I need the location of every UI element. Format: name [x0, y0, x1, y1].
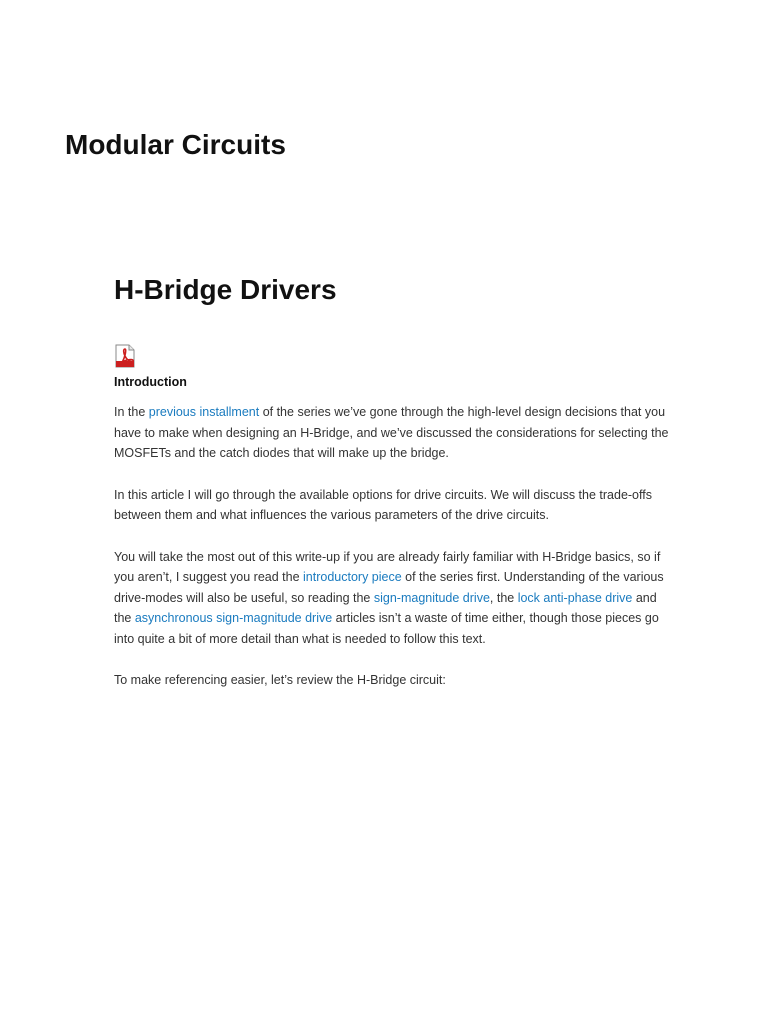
text: and the — [114, 590, 657, 625]
text: of the series we’ve gone through the high-level design decisions that you have to make when designing an H-Bridge, and we’ve discussed the considerations for selecting the MOSFETs and the catch diodes that will make up the bridge. — [114, 405, 669, 460]
pdf-icon[interactable] — [114, 344, 136, 368]
text: You will take the most out of this write-up if you are already fairly familiar with H-Bridge basics, so if you aren’t, I suggest you read the — [114, 549, 661, 584]
section-heading-introduction: Introduction — [114, 375, 187, 389]
article-title: H-Bridge Drivers — [114, 274, 337, 305]
paragraph-2: In this article I will go through the available options for drive circuits. We will discuss the trade-offs between them and what influences the various parameters of the drive circuits. — [114, 487, 652, 522]
link-introductory-piece[interactable]: introductory piece — [303, 570, 402, 584]
text: , the — [489, 590, 518, 605]
site-title: Modular Circuits — [65, 129, 286, 160]
link-previous-installment[interactable]: previous installment — [148, 405, 260, 419]
paragraph-3 — [114, 547, 670, 650]
link-lock-anti-phase-drive[interactable]: lock anti-phase drive — [517, 590, 633, 605]
article — [114, 270, 674, 687]
paragraph-4: To make referencing easier, let’s review the H-Bridge circuit: — [114, 673, 446, 687]
text: articles isn’t a waste of time either, though those pieces go into quite a bit of more detail than what is needed to follow this text. — [114, 611, 659, 646]
link-asynchronous-sign-magnitude-drive[interactable]: asynchronous sign-magnitude drive — [134, 611, 333, 625]
paragraph-1 — [114, 402, 670, 464]
text: of the series first. Understanding of the various drive-modes will also be useful, so reading the — [114, 570, 664, 605]
link-sign-magnitude-drive[interactable]: sign-magnitude drive — [373, 590, 490, 605]
text: In the — [114, 405, 149, 419]
article-body — [114, 402, 670, 712]
